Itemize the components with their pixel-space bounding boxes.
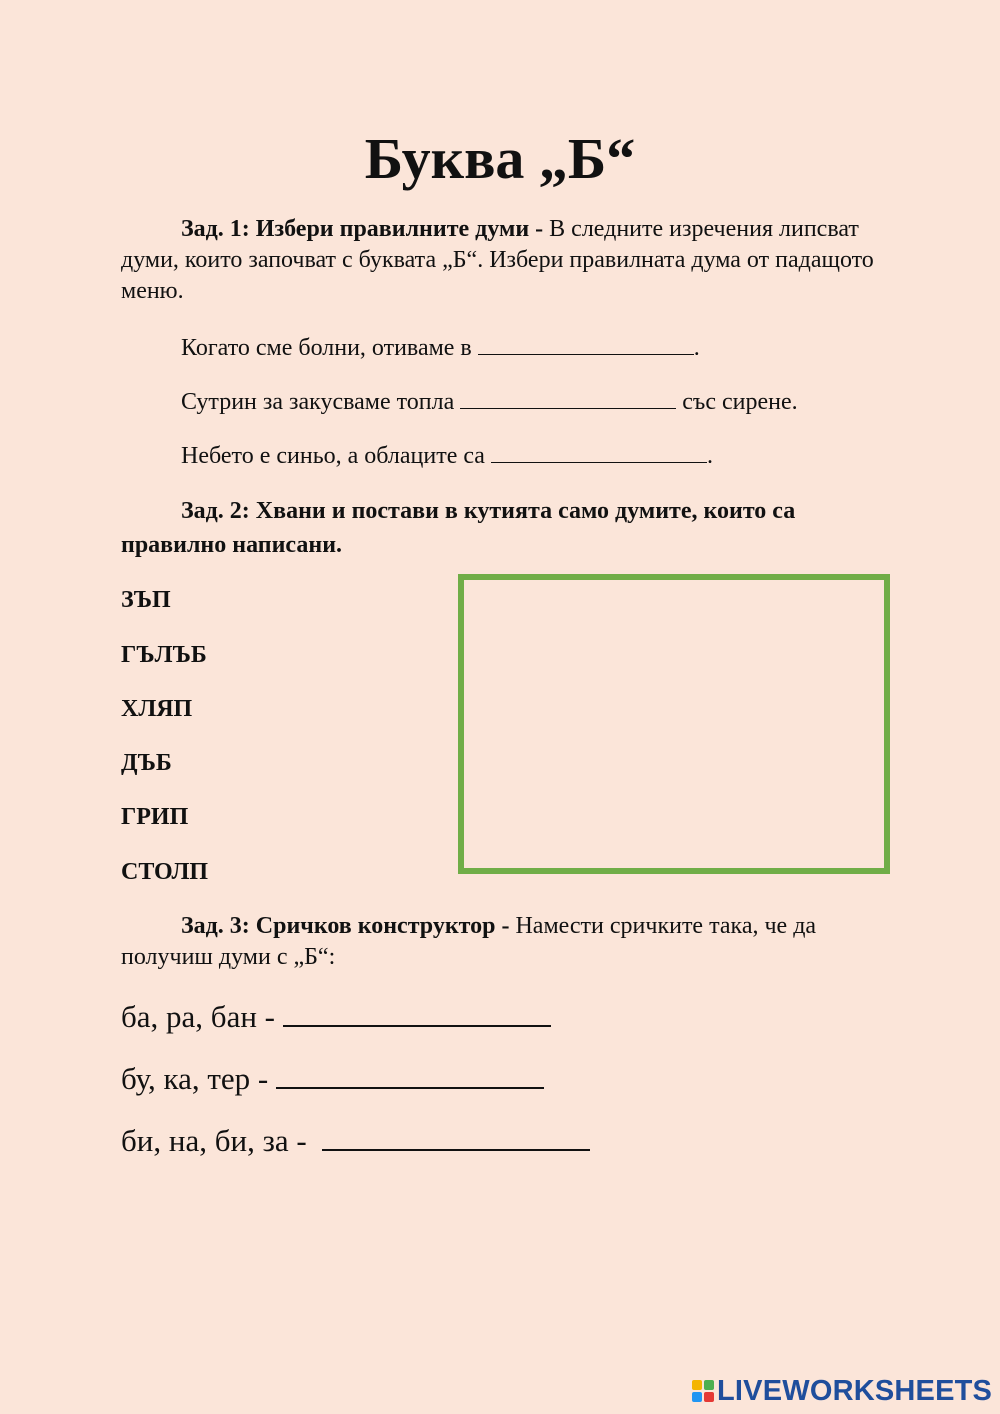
sentence-3 <box>181 440 713 471</box>
syllable-answer-3-input[interactable] <box>322 1121 590 1151</box>
task2-heading: Зад. 2: Хвани и постави в кутията само думите, които са правилно написани. <box>121 498 796 558</box>
drag-word-1[interactable]: ЗЪП <box>121 587 171 613</box>
sentence-2-after: със сирене. <box>676 389 798 415</box>
task1-instruction: В следните изречения липсват думи, които започват с буквата „Б“. Избери правилната дума от падащото меню. <box>121 216 874 304</box>
syllable-item-1 <box>121 997 551 1037</box>
sentence-1-after: . <box>693 335 700 361</box>
syllable-item-1-label: ба, ра, бан - <box>121 999 283 1034</box>
task1-heading: Зад. 1: Избери правилните думи - <box>181 216 544 242</box>
task3-heading: Зад. 3: Сричков конструктор - <box>181 913 510 939</box>
drag-word-6[interactable]: СТОЛП <box>121 859 209 885</box>
sentence-1-dropdown[interactable] <box>478 332 694 355</box>
sentence-1-before: Когато сме болни, отиваме в <box>181 335 478 361</box>
drag-word-5[interactable]: ГРИП <box>121 804 189 830</box>
logo-squares-icon <box>692 1380 714 1402</box>
drop-box[interactable] <box>458 574 890 874</box>
sentence-3-dropdown[interactable] <box>491 440 707 463</box>
syllable-item-2 <box>121 1059 544 1099</box>
sentence-2-before: Сутрин за закусваме топла <box>181 389 461 415</box>
drag-word-3[interactable]: ХЛЯП <box>121 696 193 722</box>
syllable-item-2-label: бу, ка, тер - <box>121 1061 276 1096</box>
task3-paragraph <box>121 911 881 973</box>
syllable-item-3-label: би, на, би, за - <box>121 1123 323 1158</box>
sentence-3-after: . <box>706 443 713 469</box>
syllable-item-3 <box>121 1121 590 1161</box>
drag-word-4[interactable]: ДЪБ <box>121 750 172 776</box>
sentence-3-before: Небето е синьо, а облаците са <box>181 443 491 469</box>
syllable-answer-2-input[interactable] <box>276 1059 544 1089</box>
drag-word-2[interactable]: ГЪЛЪБ <box>121 642 207 668</box>
sentence-2 <box>181 386 798 417</box>
page-title: Буква „Б“ <box>364 126 636 191</box>
logo-text: LIVEWORKSHEETS <box>717 1374 993 1407</box>
liveworksheets-logo <box>692 1374 992 1408</box>
sentence-2-dropdown[interactable] <box>460 386 676 409</box>
sentence-1 <box>181 332 700 363</box>
task3-instruction: Намести сричките така, че да получиш думи с „Б“: <box>121 913 817 970</box>
syllable-answer-1-input[interactable] <box>283 997 551 1027</box>
task1-paragraph <box>121 214 881 307</box>
